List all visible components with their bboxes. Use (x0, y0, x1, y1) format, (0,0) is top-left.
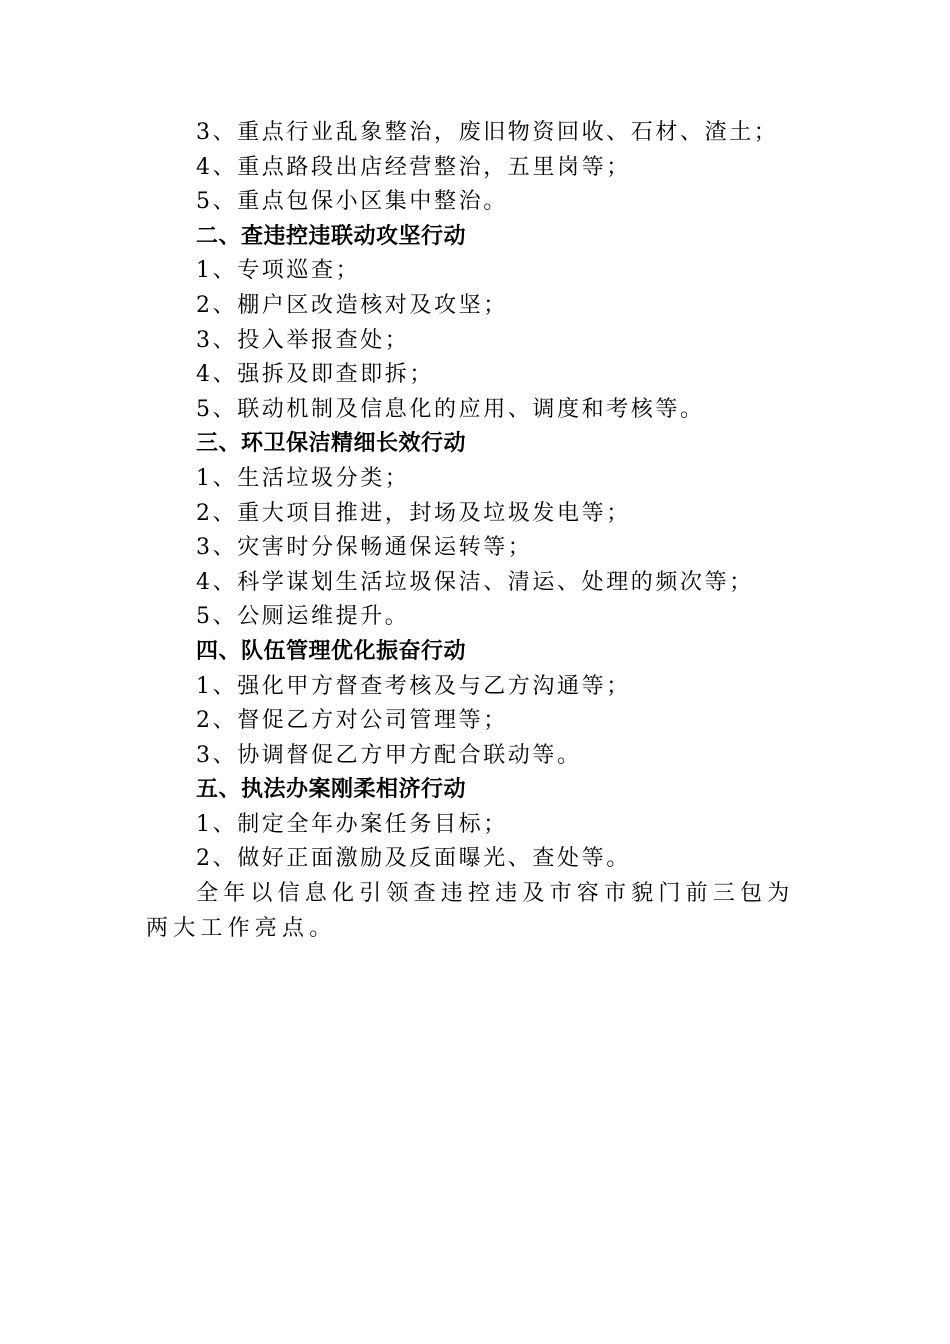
list-item: 5、重点包保小区集中整治。 (196, 189, 508, 215)
section-heading: 四、队伍管理优化振奋行动 (196, 638, 467, 664)
list-item: 3、重点行业乱象整治，废旧物资回收、石材、渣土； (196, 120, 779, 145)
list-item: 4、重点路段出店经营整治，五里岗等； (196, 154, 631, 180)
list-item: 4、科学谋划生活垃圾保洁、清运、处理的频次等； (196, 569, 754, 595)
list-item: 4、强拆及即查即拆； (196, 362, 434, 388)
list-item: 5、公厕运维提升。 (196, 604, 410, 630)
section-heading: 五、执法办案刚柔相济行动 (196, 777, 467, 803)
list-item: 2、督促乙方对公司管理等； (196, 708, 508, 734)
list-item: 3、投入举报查处； (196, 327, 410, 353)
list-item: 1、制定全年办案任务目标； (196, 811, 508, 837)
section-heading: 三、环卫保洁精细长效行动 (196, 431, 467, 457)
list-item: 3、灾害时分保畅通保运转等； (196, 535, 533, 561)
list-item: 5、联动机制及信息化的应用、调度和考核等。 (196, 396, 705, 422)
list-item: 2、棚户区改造核对及攻坚； (196, 292, 508, 318)
list-item: 2、重大项目推进，封场及垃圾发电等； (196, 500, 631, 526)
list-item: 1、专项巡查； (196, 258, 361, 284)
closing-paragraph: 全年以信息化引领查违控违及市容市貌门前三包为两大工作亮点。 (146, 881, 795, 941)
list-item: 2、做好正面激励及反面曝光、查处等。 (196, 846, 631, 872)
list-item: 1、生活垃圾分类； (196, 465, 410, 491)
list-item: 1、强化甲方督查考核及与乙方沟通等； (196, 673, 631, 699)
document-body (146, 116, 806, 946)
section-heading: 二、查违控违联动攻坚行动 (196, 223, 467, 249)
list-item: 3、协调督促乙方甲方配合联动等。 (196, 742, 582, 768)
